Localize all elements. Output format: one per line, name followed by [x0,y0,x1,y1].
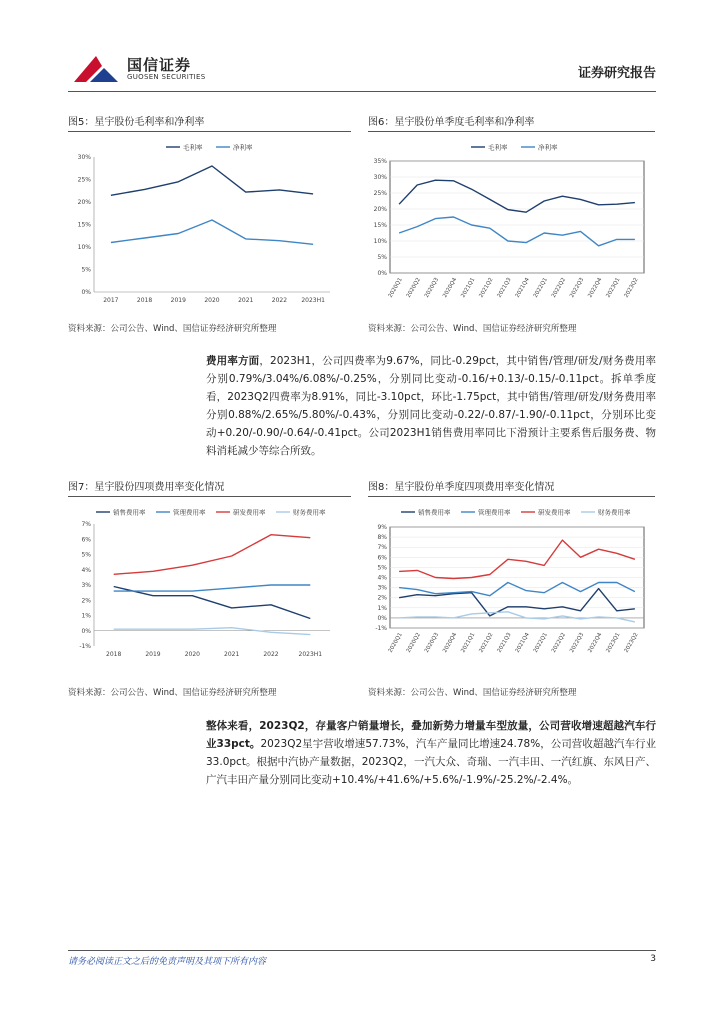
y-tick-label: 20% [373,206,387,213]
report-type: 证券研究报告 [577,66,656,81]
x-tick-label: 2023Q2 [623,632,640,654]
series-line-2 [399,217,635,246]
x-tick-label: 2021Q1 [460,632,477,654]
x-tick-label: 2021Q4 [514,277,531,299]
y-tick-label: 25% [373,190,387,197]
figure-8-title: 图8：星宇股份单季度四项费用率变化情况 [368,478,655,497]
x-tick-label: 2023Q2 [623,277,640,299]
logo-english-name: GUOSEN SECURITIES [127,73,206,81]
x-tick-label: 2020 [184,651,200,658]
paragraph-1-body: ，2023H1，公司四费率为9.67%，同比-0.29pct，其中销售/管理/研发/财务费用率分别0.79%/3.04%/6.08%/-0.25%，分别同比变动-0.16/+0.13/-0.15/-0.11pct。拆单季度看，2023Q2四费率为8.91%，同比-3.10pct，环比-1.75pct，其中销售/管理/研发/财务费用率分别0.88%/2.65%/5.80%/-0.43%，分别同比变动-0.22/-0.87/-1.90/-0.11pct，分别环比变动+0.20/-0.90/-0.64/-0.41pct。公司2023H1销售费用率同比下滑预计主要系售后服务费、物料消耗减少等综合所致。 [206,355,656,457]
legend-label: 财务费用率 [293,508,326,517]
series-line-3 [114,535,311,575]
series-line-1 [399,180,635,212]
y-tick-label: 3% [377,584,387,592]
paragraph-2-lead: 整体来看，2023Q2，存量客户销量增长，叠加新势力增量车型放量，公司营收增速超越汽车行业33pct。 [206,720,656,750]
figure-8-chart [368,500,655,670]
x-tick-label: 2021Q1 [460,277,477,299]
figure-7-source: 资料来源：公司公告、Wind、国信证券经济研究所整理 [68,688,277,698]
figure-6-chart [368,135,655,310]
x-tick-label: 2022Q2 [550,277,568,299]
y-tick-label: 20% [77,199,91,206]
figure-8-source: 资料来源：公司公告、Wind、国信证券经济研究所整理 [368,688,577,698]
series-line-2 [111,220,313,244]
x-tick-label: 2022 [263,651,279,658]
plot-frame [390,161,644,273]
legend-label: 研发费用率 [233,508,266,517]
figure-7-chart [68,500,351,670]
y-tick-label: 0% [377,270,387,277]
x-tick-label: 2021Q4 [514,632,531,654]
series-line-4 [114,628,311,635]
legend-label: 管理费用率 [478,508,511,517]
paragraph-1-lead: 费用率方面 [206,355,260,367]
y-tick-label: 5% [377,564,387,572]
legend-label: 销售费用率 [113,508,146,517]
y-tick-label: 6% [377,554,387,562]
x-tick-label: 2021 [238,297,254,304]
x-tick-label: 2020Q4 [442,632,459,654]
footer-divider [68,950,656,951]
y-tick-label: 8% [377,534,387,542]
y-tick-label: 5% [377,254,387,261]
x-tick-label: 2023H1 [301,297,325,304]
y-tick-label: -1% [375,625,387,632]
x-tick-label: 2021 [224,651,240,658]
x-tick-label: 2020Q1 [387,632,404,654]
x-tick-label: 2020Q2 [405,277,422,299]
y-tick-label: 10% [373,238,387,245]
x-tick-label: 2023Q1 [605,632,622,654]
y-tick-label: 9% [377,524,387,531]
x-tick-label: 2018 [136,297,153,304]
series-line-1 [111,166,313,195]
x-tick-label: 2017 [103,297,119,304]
legend-label: 毛利率 [488,143,508,152]
paragraph-revenue-growth [206,717,656,789]
x-tick-label: 2019 [145,651,161,658]
y-tick-label: 7% [81,521,91,528]
x-tick-label: 2022Q3 [569,277,586,299]
x-tick-label: 2020Q3 [423,632,441,654]
y-tick-label: 4% [81,566,91,574]
x-tick-label: 2019 [170,297,186,304]
x-tick-label: 2018 [106,651,122,658]
y-tick-label: 4% [377,574,387,582]
y-tick-label: 0% [81,289,91,296]
y-tick-label: 5% [81,266,91,274]
legend-label: 净利率 [538,143,558,152]
legend-label: 财务费用率 [598,508,631,517]
series-line-1 [399,589,635,616]
y-tick-label: -1% [79,643,91,650]
footer-disclaimer: 请务必阅读正文之后的免责声明及其项下所有内容 [68,957,267,967]
y-tick-label: 2% [377,594,387,602]
legend-label: 毛利率 [183,143,203,152]
x-tick-label: 2021Q3 [496,277,513,299]
y-tick-label: 0% [377,614,387,622]
paragraph-expense-ratio [206,352,656,460]
x-tick-label: 2022Q3 [569,632,586,654]
figure-6-source: 资料来源：公司公告、Wind、国信证券经济研究所整理 [368,324,577,334]
series-line-3 [399,540,635,578]
x-tick-label: 2021Q2 [478,277,495,299]
x-tick-label: 2020Q2 [405,632,422,654]
y-tick-label: 1% [81,612,91,620]
y-tick-label: 15% [77,221,91,229]
x-tick-label: 2023Q1 [605,277,622,299]
y-tick-label: 1% [377,604,387,612]
x-tick-label: 2022Q1 [532,632,549,654]
legend-label: 净利率 [233,143,253,152]
legend-label: 管理费用率 [173,508,206,517]
x-tick-label: 2023H1 [298,651,323,658]
y-tick-label: 15% [373,222,387,229]
header-divider [68,91,656,92]
series-line-2 [114,585,311,591]
x-tick-label: 2022Q1 [532,277,549,299]
series-line-4 [399,612,635,622]
x-tick-label: 2021Q2 [478,632,495,654]
y-tick-label: 7% [377,544,387,552]
legend-label: 销售费用率 [418,508,451,517]
paragraph-2-body: 2023Q2星宇营收增速57.73%，汽车产量同比增速24.78%，公司营收超越汽车行业33.0pct。根据中汽协产量数据，2023Q2，一汽大众、奇瑞、一汽丰田、一汽红旗、东风日产、广汽丰田产量分别同比变动+10.4%/+41.6%/+5.6%/-1.9%/-25.2%/-2.4%。 [206,738,656,786]
x-tick-label: 2022 [271,297,288,304]
y-tick-label: 25% [77,176,91,184]
y-tick-label: 6% [81,536,91,544]
y-tick-label: 5% [81,551,91,559]
legend-label: 研发费用率 [538,508,571,517]
y-tick-label: 10% [77,244,91,251]
y-tick-label: 30% [373,174,387,181]
y-tick-label: 35% [373,158,387,165]
y-tick-label: 30% [77,154,91,161]
y-tick-label: 3% [81,582,91,589]
x-tick-label: 2020 [204,297,220,304]
guosen-logo-icon [72,52,120,86]
x-tick-label: 2022Q4 [587,277,604,299]
x-tick-label: 2020Q4 [442,277,459,299]
figure-7-title: 图7：星宇股份四项费用率变化情况 [68,478,351,497]
page-number: 3 [650,954,656,964]
logo-chinese-name: 国信证券 [127,56,192,74]
x-tick-label: 2020Q3 [423,277,441,299]
y-tick-label: 0% [81,627,91,635]
figure-5-chart [68,135,351,310]
x-tick-label: 2020Q1 [387,277,404,299]
x-tick-label: 2021Q3 [496,632,513,654]
figure-6-title: 图6：星宇股份单季度毛利率和净利率 [368,113,655,132]
figure-5-title: 图5：星宇股份毛利率和净利率 [68,113,351,132]
x-tick-label: 2022Q2 [550,632,568,654]
figure-5-source: 资料来源：公司公告、Wind、国信证券经济研究所整理 [68,324,277,334]
x-tick-label: 2022Q4 [587,632,604,654]
y-tick-label: 2% [81,597,91,605]
